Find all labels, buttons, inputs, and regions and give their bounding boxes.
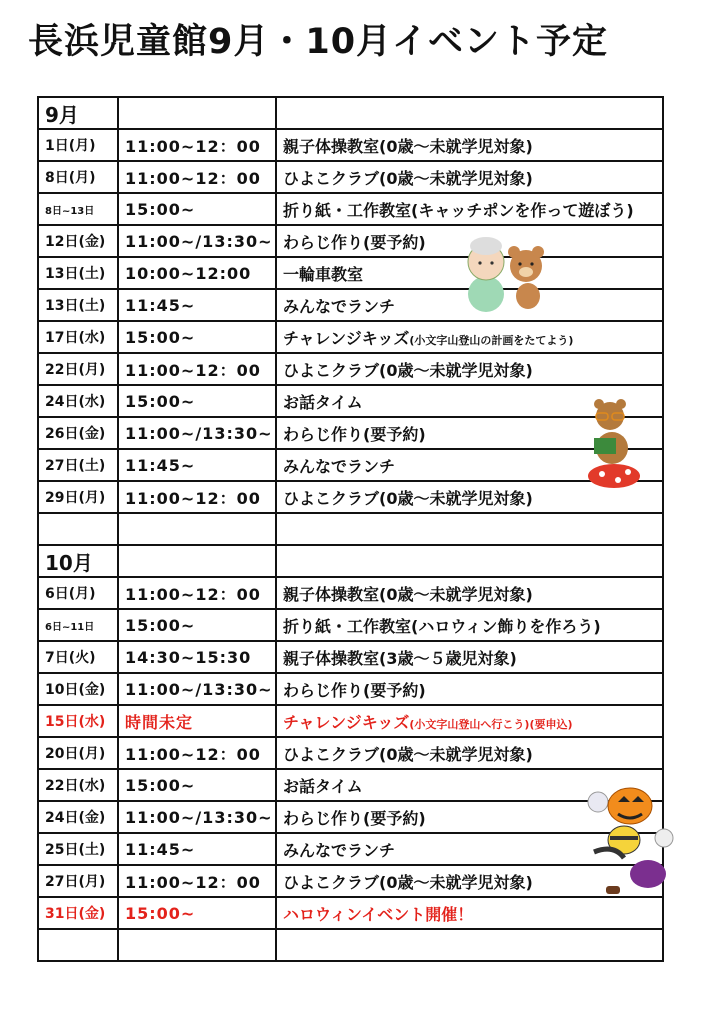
event-row xyxy=(38,289,663,321)
event-row xyxy=(38,193,663,225)
event-date: 27日(月) xyxy=(38,865,118,897)
event-name: チャレンジキッズ xyxy=(283,712,410,732)
event-time: 11:00~/13:30~ xyxy=(118,673,276,705)
event-date: 22日(水) xyxy=(38,769,118,801)
event-name: 親子体操教室(3歳～５歳児対象) xyxy=(283,648,517,668)
grandma-and-bear-illustration xyxy=(458,232,554,314)
event-name: 折り紙・工作教室(ハロウィン飾りを作ろう) xyxy=(283,616,601,636)
event-time: 11:00~/13:30~ xyxy=(118,801,276,833)
event-row xyxy=(38,737,663,769)
event-row xyxy=(38,769,663,801)
event-name-cell xyxy=(276,193,663,225)
event-row xyxy=(38,609,663,641)
event-name-cell xyxy=(276,609,663,641)
event-name: ひよこクラブ(0歳～未就学児対象) xyxy=(283,488,533,508)
event-row xyxy=(38,225,663,257)
event-time: 15:00~ xyxy=(118,769,276,801)
event-time xyxy=(118,97,276,129)
event-time: 14:30~15:30 xyxy=(118,641,276,673)
event-row xyxy=(38,801,663,833)
month-header-row xyxy=(38,545,663,577)
event-name: わらじ作り(要予約) xyxy=(283,232,426,252)
event-time: 11:00~12：00 xyxy=(118,353,276,385)
event-time: 15:00~ xyxy=(118,385,276,417)
event-name: 一輪車教室 xyxy=(283,264,364,284)
event-name-cell xyxy=(276,577,663,609)
reading-bear-illustration xyxy=(586,396,642,490)
event-date: 6日(月) xyxy=(38,577,118,609)
event-row xyxy=(38,673,663,705)
event-row xyxy=(38,449,663,481)
event-time: 11:00~/13:30~ xyxy=(118,417,276,449)
event-time: 11:45~ xyxy=(118,289,276,321)
event-name-cell xyxy=(276,97,663,129)
month-label: 10月 xyxy=(38,545,118,577)
event-schedule-table xyxy=(37,96,664,962)
event-time xyxy=(118,929,276,961)
event-name-cell xyxy=(276,545,663,577)
event-date: 24日(金) xyxy=(38,801,118,833)
event-note: (小文字山登山へ行こう)(要申込) xyxy=(409,717,573,731)
event-time: 時間未定 xyxy=(118,705,276,737)
event-row xyxy=(38,705,663,737)
event-time: 11:45~ xyxy=(118,833,276,865)
event-date xyxy=(38,513,118,545)
event-date: 6日~11日 xyxy=(38,609,118,641)
event-row xyxy=(38,417,663,449)
event-time: 15:00~ xyxy=(118,193,276,225)
event-date: 8日(月) xyxy=(38,161,118,193)
event-time: 11:45~ xyxy=(118,449,276,481)
event-date xyxy=(38,929,118,961)
month-header-row xyxy=(38,97,663,129)
event-row xyxy=(38,577,663,609)
event-name-cell xyxy=(276,161,663,193)
event-name: ハロウィンイベント開催！ xyxy=(283,904,474,924)
event-time: 10:00~12:00 xyxy=(118,257,276,289)
event-time: 11:00~12：00 xyxy=(118,865,276,897)
event-name: ひよこクラブ(0歳～未就学児対象) xyxy=(283,872,533,892)
event-row xyxy=(38,257,663,289)
month-label: 9月 xyxy=(38,97,118,129)
event-date: 20日(月) xyxy=(38,737,118,769)
event-name: 親子体操教室(0歳～未就学児対象) xyxy=(283,584,533,604)
event-date: 24日(水) xyxy=(38,385,118,417)
event-time xyxy=(118,545,276,577)
event-time: 11:00~12：00 xyxy=(118,481,276,513)
event-name: みんなでランチ xyxy=(283,456,396,476)
event-time: 11:00~12：00 xyxy=(118,129,276,161)
event-time: 11:00~12：00 xyxy=(118,577,276,609)
event-date: 15日(水) xyxy=(38,705,118,737)
event-name: ひよこクラブ(0歳～未就学児対象) xyxy=(283,744,533,764)
event-time: 11:00~12：00 xyxy=(118,737,276,769)
event-date: 29日(月) xyxy=(38,481,118,513)
event-name: みんなでランチ xyxy=(283,840,396,860)
event-row xyxy=(38,321,663,353)
event-time: 15:00~ xyxy=(118,321,276,353)
event-name: わらじ作り(要予約) xyxy=(283,680,426,700)
event-date: 1日(月) xyxy=(38,129,118,161)
event-name: 折り紙・工作教室(キャッチポンを作って遊ぼう) xyxy=(283,200,634,220)
event-name: わらじ作り(要予約) xyxy=(283,424,426,444)
event-note: (小文字山登山の計画をたてよう) xyxy=(409,333,574,347)
event-name-cell xyxy=(276,129,663,161)
event-row xyxy=(38,833,663,865)
event-name-cell xyxy=(276,929,663,961)
event-date: 8日~13日 xyxy=(38,193,118,225)
event-name-cell xyxy=(276,737,663,769)
event-time xyxy=(118,513,276,545)
event-row xyxy=(38,129,663,161)
event-date: 27日(土) xyxy=(38,449,118,481)
event-row xyxy=(38,353,663,385)
event-date: 17日(水) xyxy=(38,321,118,353)
event-row xyxy=(38,481,663,513)
event-date: 22日(月) xyxy=(38,353,118,385)
event-name-cell xyxy=(276,673,663,705)
event-row xyxy=(38,865,663,897)
event-name: わらじ作り(要予約) xyxy=(283,808,426,828)
event-date: 25日(土) xyxy=(38,833,118,865)
page-title: 長浜児童館9月・10月イベント予定 xyxy=(28,22,609,62)
event-name-cell xyxy=(276,513,663,545)
halloween-pumpkin-illustration xyxy=(584,782,680,904)
event-row xyxy=(38,385,663,417)
blank-row xyxy=(38,513,663,545)
event-row xyxy=(38,897,663,929)
event-name: お話タイム xyxy=(283,776,363,796)
event-name: みんなでランチ xyxy=(283,296,396,316)
event-date: 26日(金) xyxy=(38,417,118,449)
event-date: 13日(土) xyxy=(38,257,118,289)
event-name-cell xyxy=(276,705,663,737)
blank-row xyxy=(38,929,663,961)
event-name: お話タイム xyxy=(283,392,363,412)
event-name-cell xyxy=(276,641,663,673)
event-row xyxy=(38,161,663,193)
event-date: 10日(金) xyxy=(38,673,118,705)
event-row xyxy=(38,641,663,673)
event-time: 11:00~/13:30~ xyxy=(118,225,276,257)
event-name: ひよこクラブ(0歳～未就学児対象) xyxy=(283,360,533,380)
event-name: ひよこクラブ(0歳～未就学児対象) xyxy=(283,168,533,188)
event-name: 親子体操教室(0歳～未就学児対象) xyxy=(283,136,533,156)
event-time: 15:00~ xyxy=(118,897,276,929)
event-name-cell xyxy=(276,353,663,385)
event-time: 11:00~12：00 xyxy=(118,161,276,193)
schedule-body xyxy=(38,97,663,961)
event-name: チャレンジキッズ xyxy=(283,328,410,348)
event-date: 12日(金) xyxy=(38,225,118,257)
event-date: 7日(火) xyxy=(38,641,118,673)
event-date: 31日(金) xyxy=(38,897,118,929)
event-time: 15:00~ xyxy=(118,609,276,641)
event-name-cell xyxy=(276,321,663,353)
event-date: 13日(土) xyxy=(38,289,118,321)
